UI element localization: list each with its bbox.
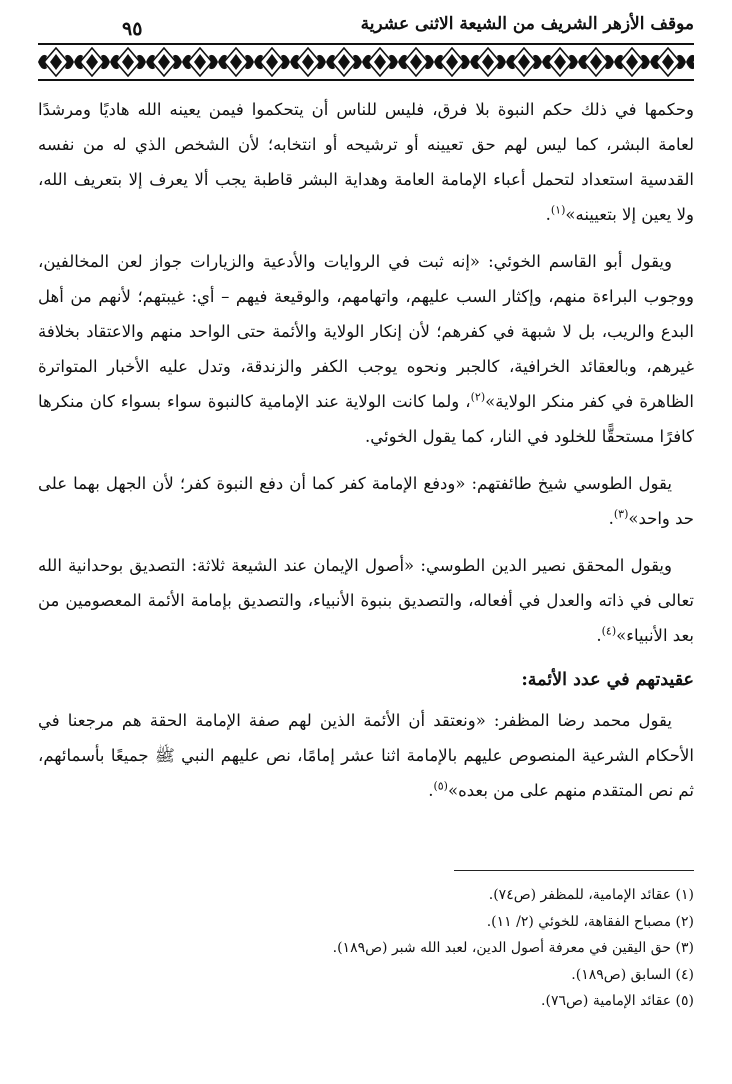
paragraph-1 [38, 92, 694, 232]
footnote-ref-3: (٣) [613, 507, 629, 521]
footnote-item: (٣) حق اليقين في معرفة أصول الدين، لعبد الله شبر (ص١٨٩). [332, 940, 694, 956]
paragraph-text: ويقول أبو القاسم الخوئي: «إنه ثبت في الروايات والأدعية والزيارات جواز لعن المخالفين، ووجوب البراءة منهم، وإكثار السب عليهم، واتهامهم، والوقيعة فيهم – أي: غيبتهم؛ لأنهم من أهل البدع والريب، بل لا شبهة في كفرهم؛ لأن إنكار الولاية والأئمة حتى الواحد منهم والاعتقاد بخلافة غيرهم، وبالعقائد الخرافية، كالجبر ونحوه يوجب الكفر والزندقة، وتدل عليه الأخبار المتواترة الظاهرة في كفر منكر الولاية» [38, 252, 694, 411]
footnote-item: (٢) مصباح الفقاهة، للخوئي (٢/ ١١). [486, 913, 694, 930]
running-title: موقف الأزهر الشريف من الشيعة الاثنى عشرية [360, 14, 694, 34]
punctuation: . [596, 626, 602, 645]
paragraph-text: يقول محمد رضا المظفر: «ونعتقد أن الأئمة الذين لهم صفة الإمامة الحقة هم مرجعنا في الأحكام الشرعية المنصوص عليهم بالإمامة اثنا عشر إمامًا، نص عليهم النبي ﷺ جميعًا بأسمائهم، ثم نص المتقدم منهم على من بعده» [38, 711, 694, 800]
paragraph-text: يقول الطوسي شيخ طائفتهم: «ودفع الإمامة كفر كما أن دفع النبوة كفر؛ لأن الجهل بهما على حد واحد» [38, 474, 694, 528]
paragraph-text: ، ولما كانت الولاية عند الإمامية كالنبوة سواء بسواء كان منكرها كافرًا مستحقًّا للخلود في النار، كما يقول الخوئي. [38, 392, 694, 446]
footnote-item: (١) عقائد الإمامية، للمظفر (ص٧٤). [488, 887, 694, 903]
footnote-ref-5: (٥) [433, 779, 448, 793]
punctuation: . [428, 781, 434, 800]
ornament-band [38, 42, 694, 82]
section-heading: عقيدتهم في عدد الأئمة: [521, 670, 694, 690]
footnote-ref-4: (٤) [601, 624, 617, 638]
paragraph-text: وحكمها في ذلك حكم النبوة بلا فرق، فليس للناس أن يتحكموا فيمن يعينه الله هاديًا ومرشدًا لعامة البشر، كما ليس لهم حق تعيينه أو ترشيحه أو انتخابه؛ لأن الشخص الذي له من نفسه القدسية استعداد لتحمل أعباء الإمامة العامة وهداية البشر قاطبة يجب ألا يعرف إلا بتعريف الله، ولا يعين إلا بتعيينه» [38, 100, 694, 224]
punctuation: . [608, 509, 614, 528]
punctuation: . [545, 205, 551, 224]
footnote-item: (٤) السابق (ص١٨٩). [571, 966, 694, 983]
footnotes-list [38, 882, 694, 1015]
body-text [38, 92, 694, 820]
footnote-item: (٥) عقائد الإمامية (ص٧٦). [541, 993, 694, 1009]
paragraph-5 [38, 703, 694, 808]
paragraph-3 [38, 466, 694, 536]
page-number: ٩٥ [122, 18, 143, 40]
paragraph-2 [38, 244, 694, 454]
paragraph-text: ويقول المحقق نصير الدين الطوسي: «أصول الإيمان عند الشيعة ثلاثة: التصديق بوحدانية الله تعالى في ذاته والعدل في أفعاله، والتصديق بنبوة الأنبياء، والتصديق بإمامة الأئمة المعصومين من بعد الأنبياء» [38, 556, 694, 645]
footnote-ref-2: (٢) [470, 390, 486, 404]
footnote-separator [454, 870, 694, 871]
paragraph-4 [38, 548, 694, 653]
footnote-ref-1: (١) [550, 203, 566, 217]
